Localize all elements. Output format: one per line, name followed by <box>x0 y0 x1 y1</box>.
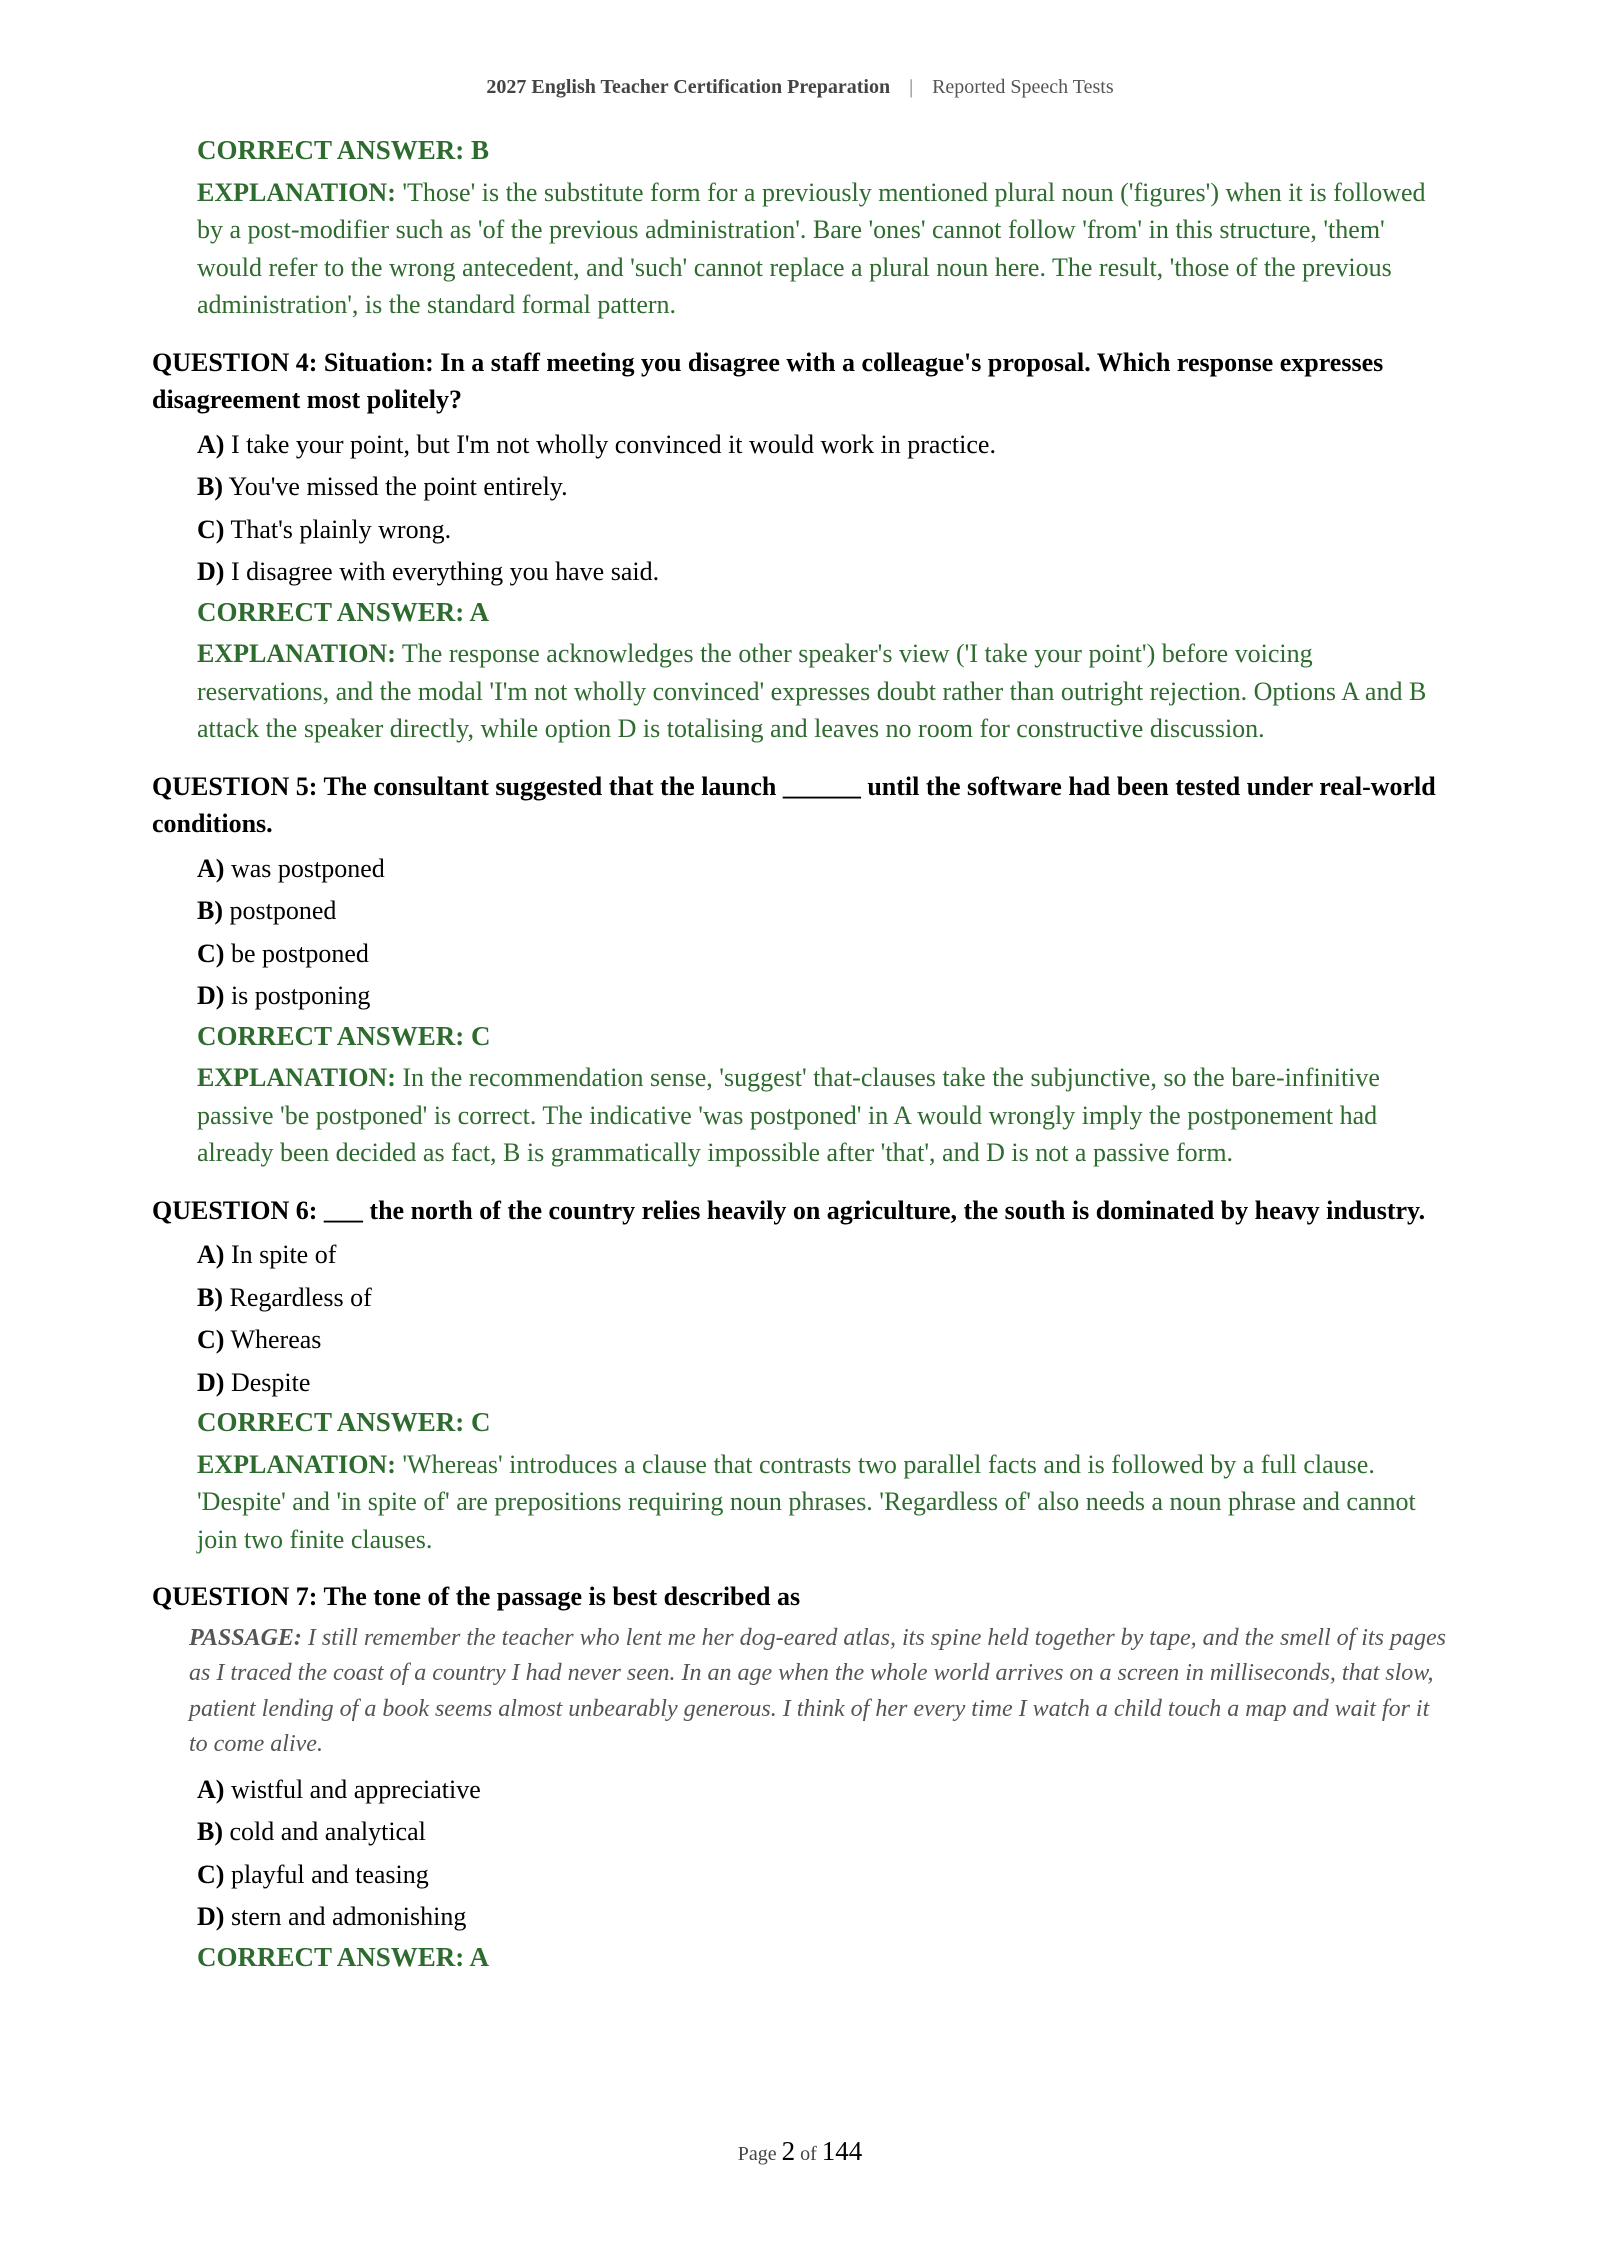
options-list <box>197 1769 1448 1939</box>
page-total: 144 <box>821 2136 863 2166</box>
option-letter: C) <box>197 514 225 544</box>
option-letter: A) <box>197 853 225 883</box>
question-stem: QUESTION 6: ___ the north of the country relies heavily on agriculture, the south is dominated by heavy industry. <box>152 1195 1426 1225</box>
option-text: cold and analytical <box>229 1817 426 1846</box>
page-content <box>152 132 1448 1980</box>
option-letter: C) <box>197 938 225 968</box>
question-block-6 <box>152 1192 1448 1559</box>
question-stem: QUESTION 4: Situation: In a staff meeting you disagree with a colleague's proposal. Which response expresses disagreement most politely? <box>152 347 1384 414</box>
option-a <box>197 1769 1448 1812</box>
option-text: That's plainly wrong. <box>230 514 452 544</box>
running-header <box>0 76 1600 99</box>
correct-answer: CORRECT ANSWER: A <box>197 596 490 627</box>
explanation-label: EXPLANATION: <box>197 1063 396 1092</box>
option-b <box>197 890 1448 933</box>
option-d <box>197 1896 1448 1939</box>
option-text: Whereas <box>230 1325 322 1354</box>
correct-answer: CORRECT ANSWER: C <box>197 1020 491 1051</box>
option-c <box>197 1854 1448 1897</box>
option-c <box>197 509 1448 552</box>
header-separator: | <box>909 76 914 98</box>
page-word: Page <box>737 2143 777 2165</box>
header-subtitle: Reported Speech Tests <box>932 76 1114 98</box>
option-letter: C) <box>197 1325 225 1354</box>
question-stem: QUESTION 7: The tone of the passage is best described as <box>152 1582 801 1611</box>
option-letter: B) <box>197 472 223 501</box>
option-text: I disagree with everything you have said. <box>230 557 660 586</box>
option-text: wistful and appreciative <box>230 1774 481 1804</box>
passage-text: I still remember the teacher who lent me her dog-eared atlas, its spine held together by tape, and the smell of its pages as I traced the coast of a country I had never seen. In an age when the whole world arrives on a screen in milliseconds, that slow, patient lending of a book seems almost unbearably generous. I think of her every time I watch a child touch a map and wait for it to come alive. <box>189 1624 1446 1757</box>
correct-answer: CORRECT ANSWER: C <box>197 1407 491 1437</box>
explanation-label: EXPLANATION: <box>197 177 396 207</box>
answer-block <box>197 1939 1448 1977</box>
explanation <box>197 635 1448 748</box>
q3-answer-block <box>197 132 1448 324</box>
option-text: was postponed <box>230 853 385 883</box>
option-letter: D) <box>197 1902 225 1931</box>
of-word: of <box>800 2143 817 2165</box>
option-d <box>197 975 1448 1018</box>
option-text: playful and teasing <box>230 1859 429 1889</box>
correct-answer: CORRECT ANSWER: B <box>197 135 490 165</box>
explanation-label: EXPLANATION: <box>197 1449 396 1479</box>
question-stem: QUESTION 5: The consultant suggested that the launch ______ until the software had been tested under real-world conditions. <box>152 771 1436 838</box>
page-footer <box>0 2136 1600 2167</box>
option-b <box>197 1811 1448 1854</box>
options-list <box>197 424 1448 594</box>
option-text: postponed <box>229 896 337 925</box>
question-block-7 <box>152 1578 1448 1976</box>
correct-answer: CORRECT ANSWER: A <box>197 1941 490 1972</box>
explanation-text: The response acknowledges the other speaker's view ('I take your point') before voicing reservations, and the modal 'I'm not wholly convinced' expresses doubt rather than outright rejection. Options A and B attack the speaker directly, while option D is totalising and leaves no room for constructive discussion. <box>197 639 1427 743</box>
option-letter: A) <box>197 1240 225 1269</box>
explanation-text: In the recommendation sense, 'suggest' that-clauses take the subjunctive, so the bare-infinitive passive 'be postponed' is correct. The indicative 'was postponed' in A would wrongly imply the postponement had already been decided as fact, B is grammatically impossible after 'that', and D is not a passive form. <box>197 1063 1380 1167</box>
answer-block <box>197 1404 1448 1558</box>
answer-block <box>197 1018 1448 1172</box>
option-letter: A) <box>197 1774 225 1804</box>
header-title: 2027 English Teacher Certification Preparation <box>486 76 891 98</box>
option-d <box>197 551 1448 594</box>
question-block-4 <box>152 344 1448 748</box>
option-letter: D) <box>197 981 225 1010</box>
question-block-5 <box>152 768 1448 1172</box>
explanation <box>197 1059 1448 1172</box>
answer-block <box>197 594 1448 748</box>
explanation <box>197 1446 1448 1559</box>
option-c <box>197 933 1448 976</box>
option-letter: B) <box>197 896 223 925</box>
option-c <box>197 1319 1448 1362</box>
option-letter: B) <box>197 1817 223 1846</box>
option-text: I take your point, but I'm not wholly convinced it would work in practice. <box>230 429 996 459</box>
option-text: In spite of <box>230 1240 337 1269</box>
option-d <box>197 1362 1448 1405</box>
explanation-text: 'Whereas' introduces a clause that contrasts two parallel facts and is followed by a full clause. 'Despite' and 'in spite of' are prepositions requiring noun phrases. 'Regardless of' also needs a noun phrase and cannot join two finite clauses. <box>197 1449 1416 1554</box>
option-b <box>197 466 1448 509</box>
option-letter: D) <box>197 557 225 586</box>
reading-passage <box>189 1621 1448 1763</box>
explanation <box>197 174 1448 324</box>
option-text: You've missed the point entirely. <box>228 472 568 501</box>
option-a <box>197 1234 1448 1277</box>
option-text: Regardless of <box>229 1282 372 1312</box>
option-text: stern and admonishing <box>230 1902 467 1931</box>
option-letter: A) <box>197 429 225 459</box>
option-text: be postponed <box>230 938 369 968</box>
option-a <box>197 848 1448 891</box>
option-letter: B) <box>197 1282 223 1312</box>
explanation-text: 'Those' is the substitute form for a previously mentioned plural noun ('figures') when it is followed by a post-modifier such as 'of the previous administration'. Bare 'ones' cannot follow 'from' in this structure, 'them' would refer to the wrong antecedent, and 'such' cannot replace a plural noun here. The result, 'those of the previous administration', is the standard formal pattern. <box>197 177 1426 319</box>
passage-label: PASSAGE: <box>189 1624 302 1651</box>
page-number: 2 <box>781 2136 796 2166</box>
option-text: Despite <box>230 1367 311 1397</box>
options-list <box>197 1234 1448 1404</box>
explanation-label: EXPLANATION: <box>197 639 396 668</box>
option-letter: C) <box>197 1859 225 1889</box>
option-a <box>197 424 1448 467</box>
option-text: is postponing <box>230 981 371 1010</box>
options-list <box>197 848 1448 1018</box>
option-b <box>197 1277 1448 1320</box>
option-letter: D) <box>197 1367 225 1397</box>
